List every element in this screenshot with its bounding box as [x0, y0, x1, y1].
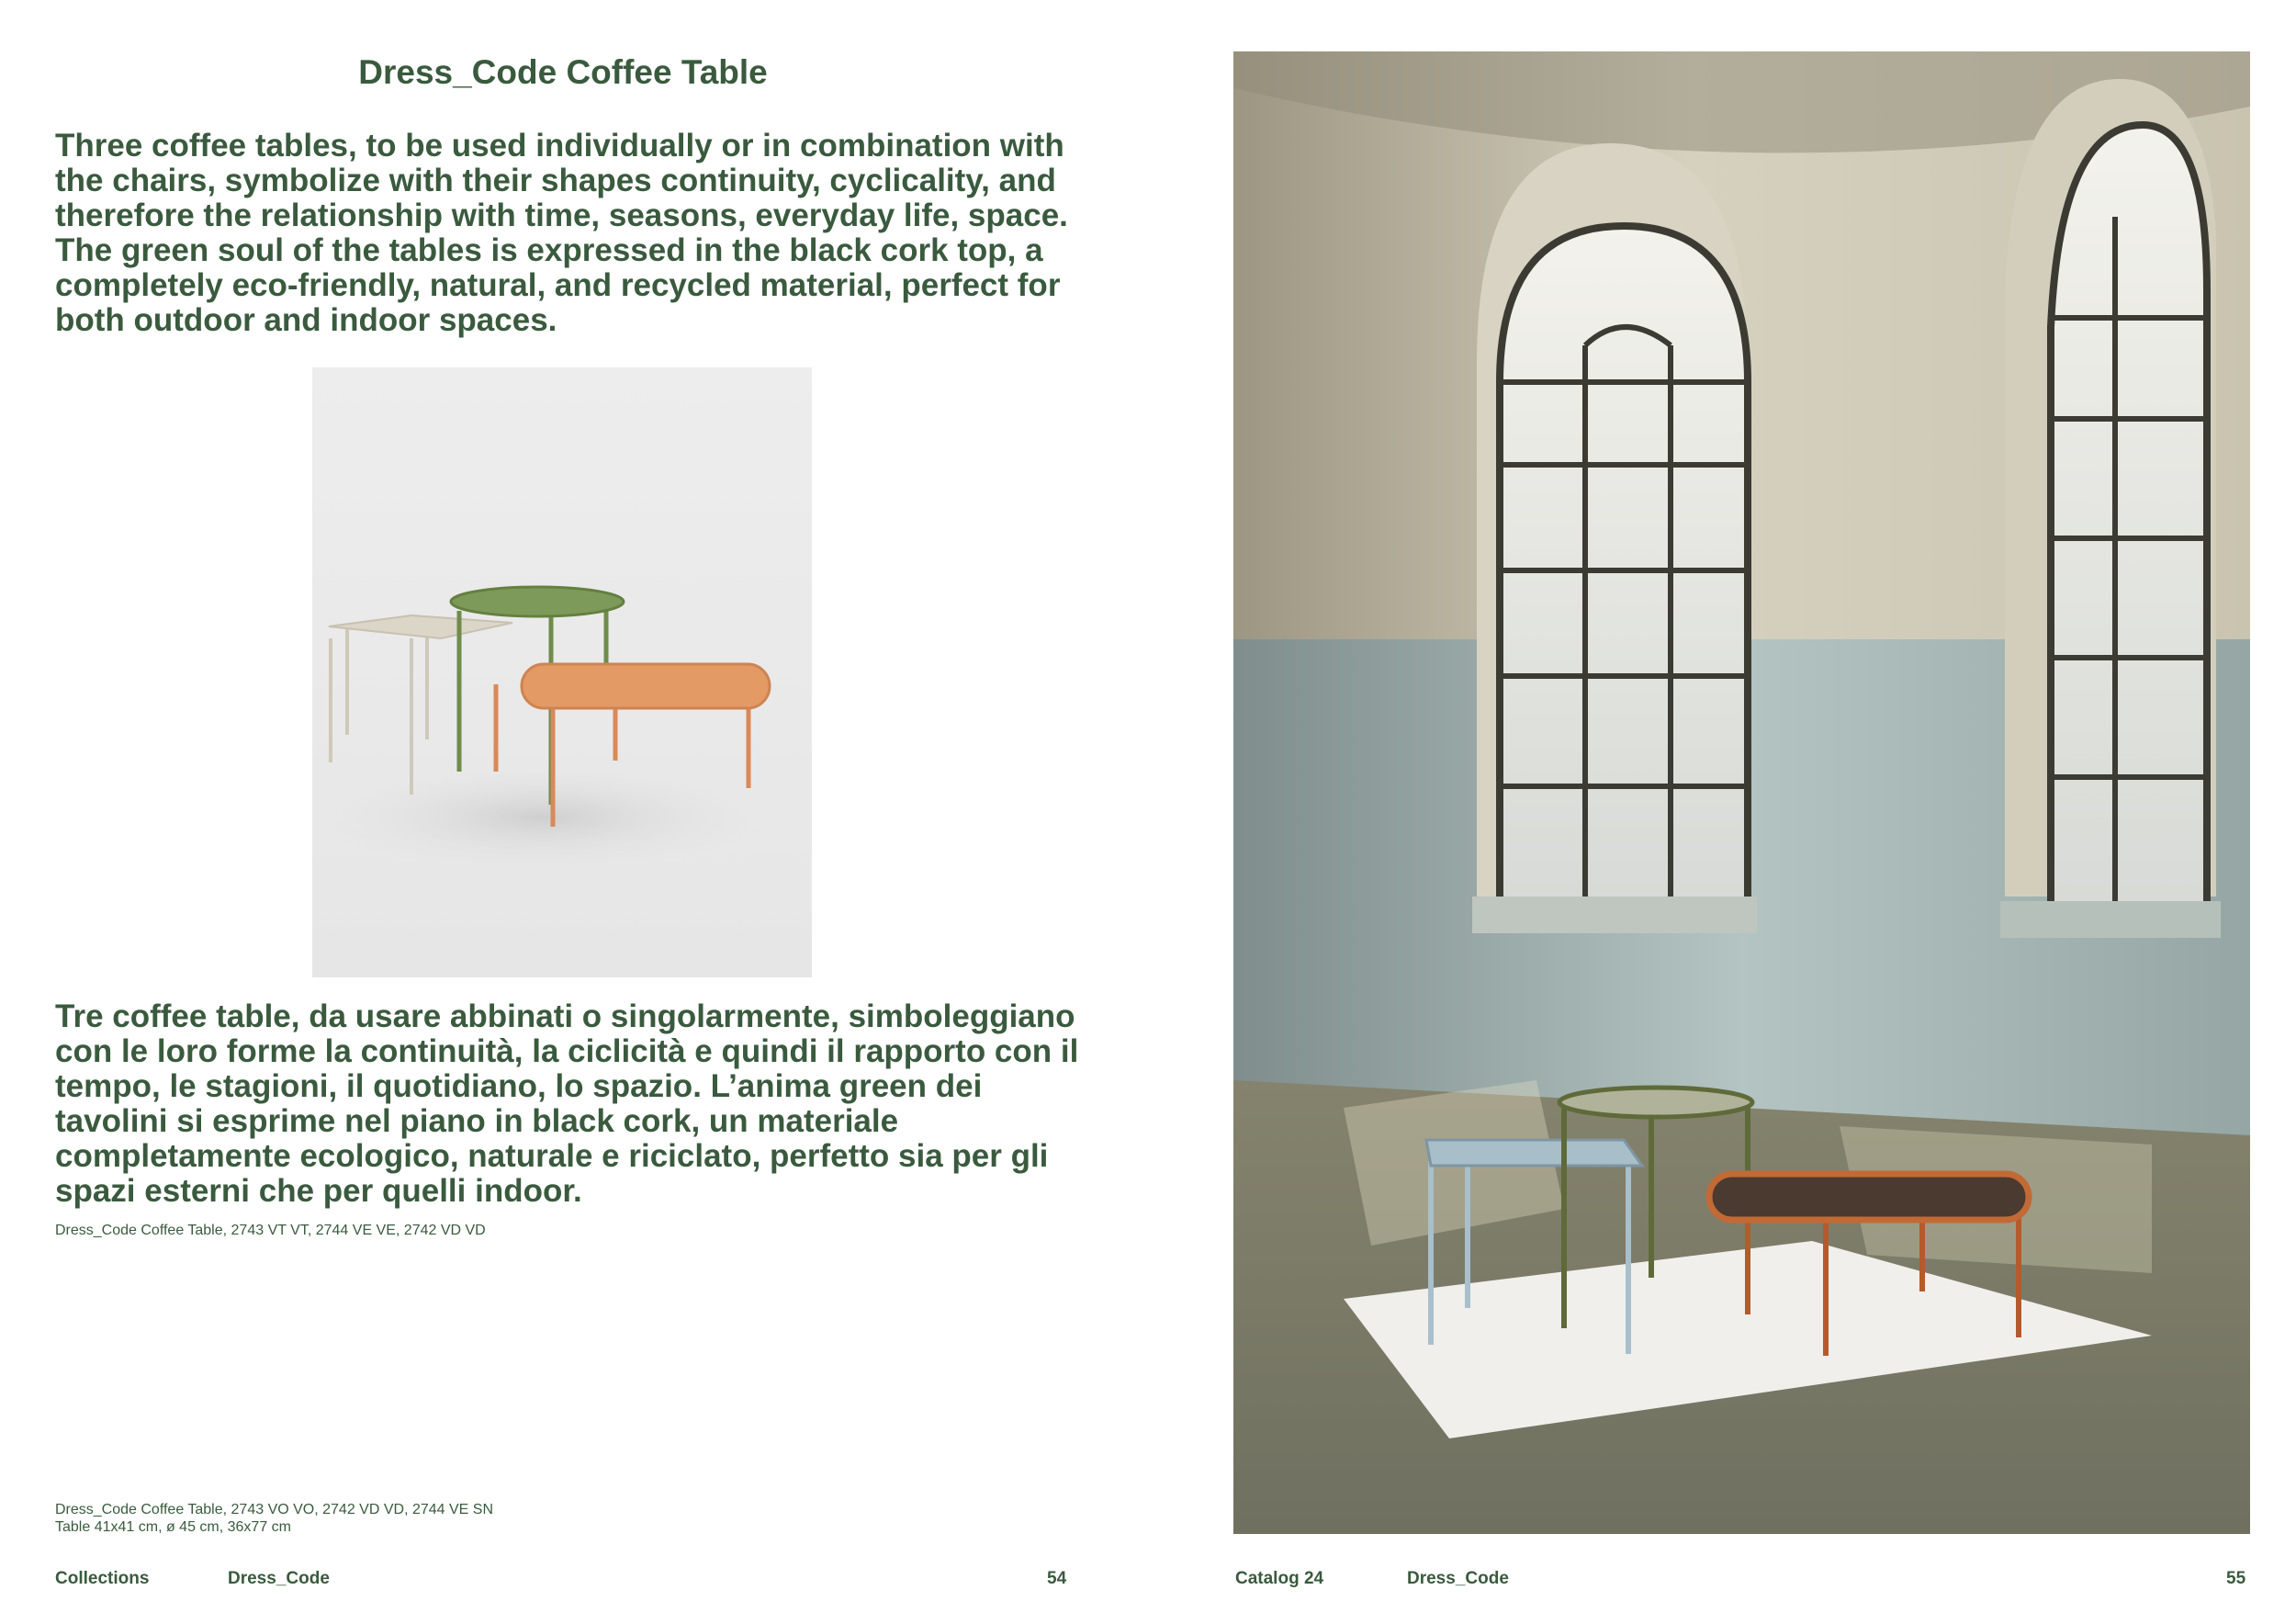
- page-number-right: 55: [2226, 1569, 2246, 1588]
- room-photo: [1233, 51, 2250, 1534]
- description-italian: Tre coffee table, da usare abbinati o singolarmente, simboleggiano con le loro forme la continuità, la ciclicità e quindi il rapporto con il tempo, le stagioni, il quotidiano, lo spazio. L’anima green dei tavolini si esprime nel piano in black cork, un materiale completamente ecologico, naturale e riciclato, perfetto sia per gli spazi esterni che per quelli indoor.: [55, 998, 1079, 1209]
- room-photo-caption: Dress_Code Coffee Table, 2743 VO VO, 2742 VD VD, 2744 VE SN: [55, 1502, 494, 1517]
- footer-collection-right: Dress_Code: [1407, 1569, 1509, 1588]
- footer-section: Collections: [55, 1569, 150, 1588]
- right-arched-window: [2051, 125, 2207, 906]
- room-photo-dimensions: Table 41x41 cm, ø 45 cm, 36x77 cm: [55, 1519, 291, 1535]
- footer-catalog: Catalog 24: [1235, 1569, 1324, 1588]
- product-photo: [312, 367, 812, 977]
- page-number-left: 54: [1047, 1569, 1067, 1588]
- description-english: Three coffee tables, to be used individually or in combination with the chairs, symbolize with their shapes continuity, cyclicality, and therefore the relationship with time, seasons, everyday life, space. The green soul of the tables is expressed in the black cork top, a completely eco-friendly, natural, and recycled material, perfect for both outdoor and indoor spaces.: [55, 128, 1068, 338]
- product-photo-caption: Dress_Code Coffee Table, 2743 VT VT, 2744 VE VE, 2742 VD VD: [55, 1223, 486, 1238]
- left-arched-window: [1500, 226, 1748, 901]
- footer-collection-left: Dress_Code: [228, 1569, 330, 1588]
- page-title: Dress_Code Coffee Table: [358, 53, 768, 91]
